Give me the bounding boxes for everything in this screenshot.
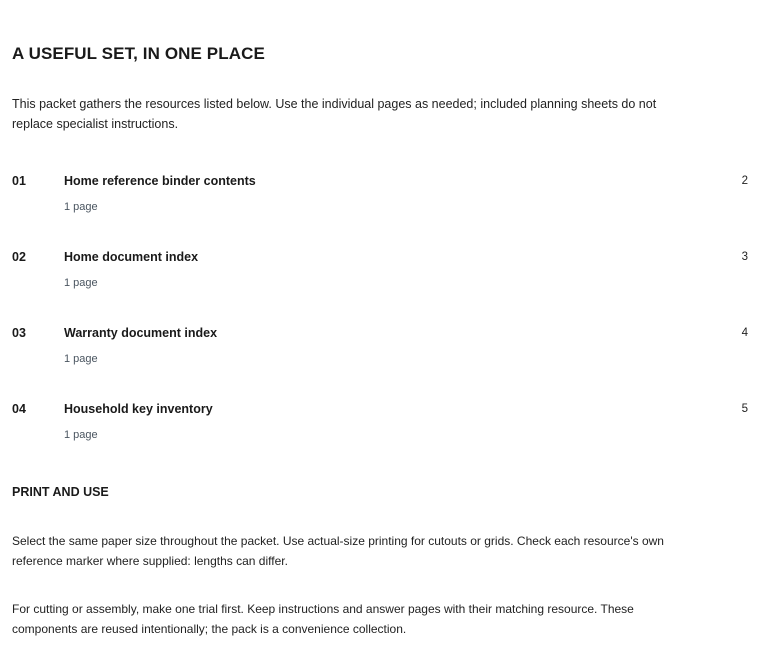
item-number: 01: [12, 174, 26, 188]
contents-item-2[interactable]: [12, 249, 748, 309]
contents-item-4[interactable]: [12, 401, 748, 461]
item-page-number: 4: [741, 327, 748, 339]
page-title: A USEFUL SET, IN ONE PLACE: [12, 44, 265, 63]
item-page-count: 1 page: [64, 201, 98, 213]
item-page-number: 3: [741, 251, 748, 263]
contents-item-1[interactable]: [12, 173, 748, 233]
item-title: Household key inventory: [64, 402, 213, 416]
item-number: 04: [12, 402, 26, 416]
item-title: Home reference binder contents: [64, 174, 256, 188]
item-page-count: 1 page: [64, 277, 98, 289]
print-and-use-heading: PRINT AND USE: [12, 485, 109, 499]
item-title: Home document index: [64, 250, 199, 264]
intro-paragraph: This packet gathers the resources listed below. Use the individual pages as needed; included planning sheets do not replace specialist instructions.: [12, 97, 657, 131]
print-paragraph-2: For cutting or assembly, make one trial first. Keep instructions and answer pages with their matching resource. These components are reused intentionally; the pack is a convenience collection.: [12, 602, 634, 636]
item-page-count: 1 page: [64, 429, 98, 441]
contents-item-3[interactable]: [12, 325, 748, 385]
item-page-number: 2: [741, 175, 748, 187]
item-number: 03: [12, 326, 26, 340]
item-page-count: 1 page: [64, 353, 98, 365]
item-page-number: 5: [741, 403, 748, 415]
print-paragraph-1: Select the same paper size throughout the packet. Use actual-size printing for cutouts or grids. Check each resource's own reference marker where supplied: lengths can differ.: [12, 534, 664, 568]
item-title: Warranty document index: [64, 326, 218, 340]
item-number: 02: [12, 250, 26, 264]
